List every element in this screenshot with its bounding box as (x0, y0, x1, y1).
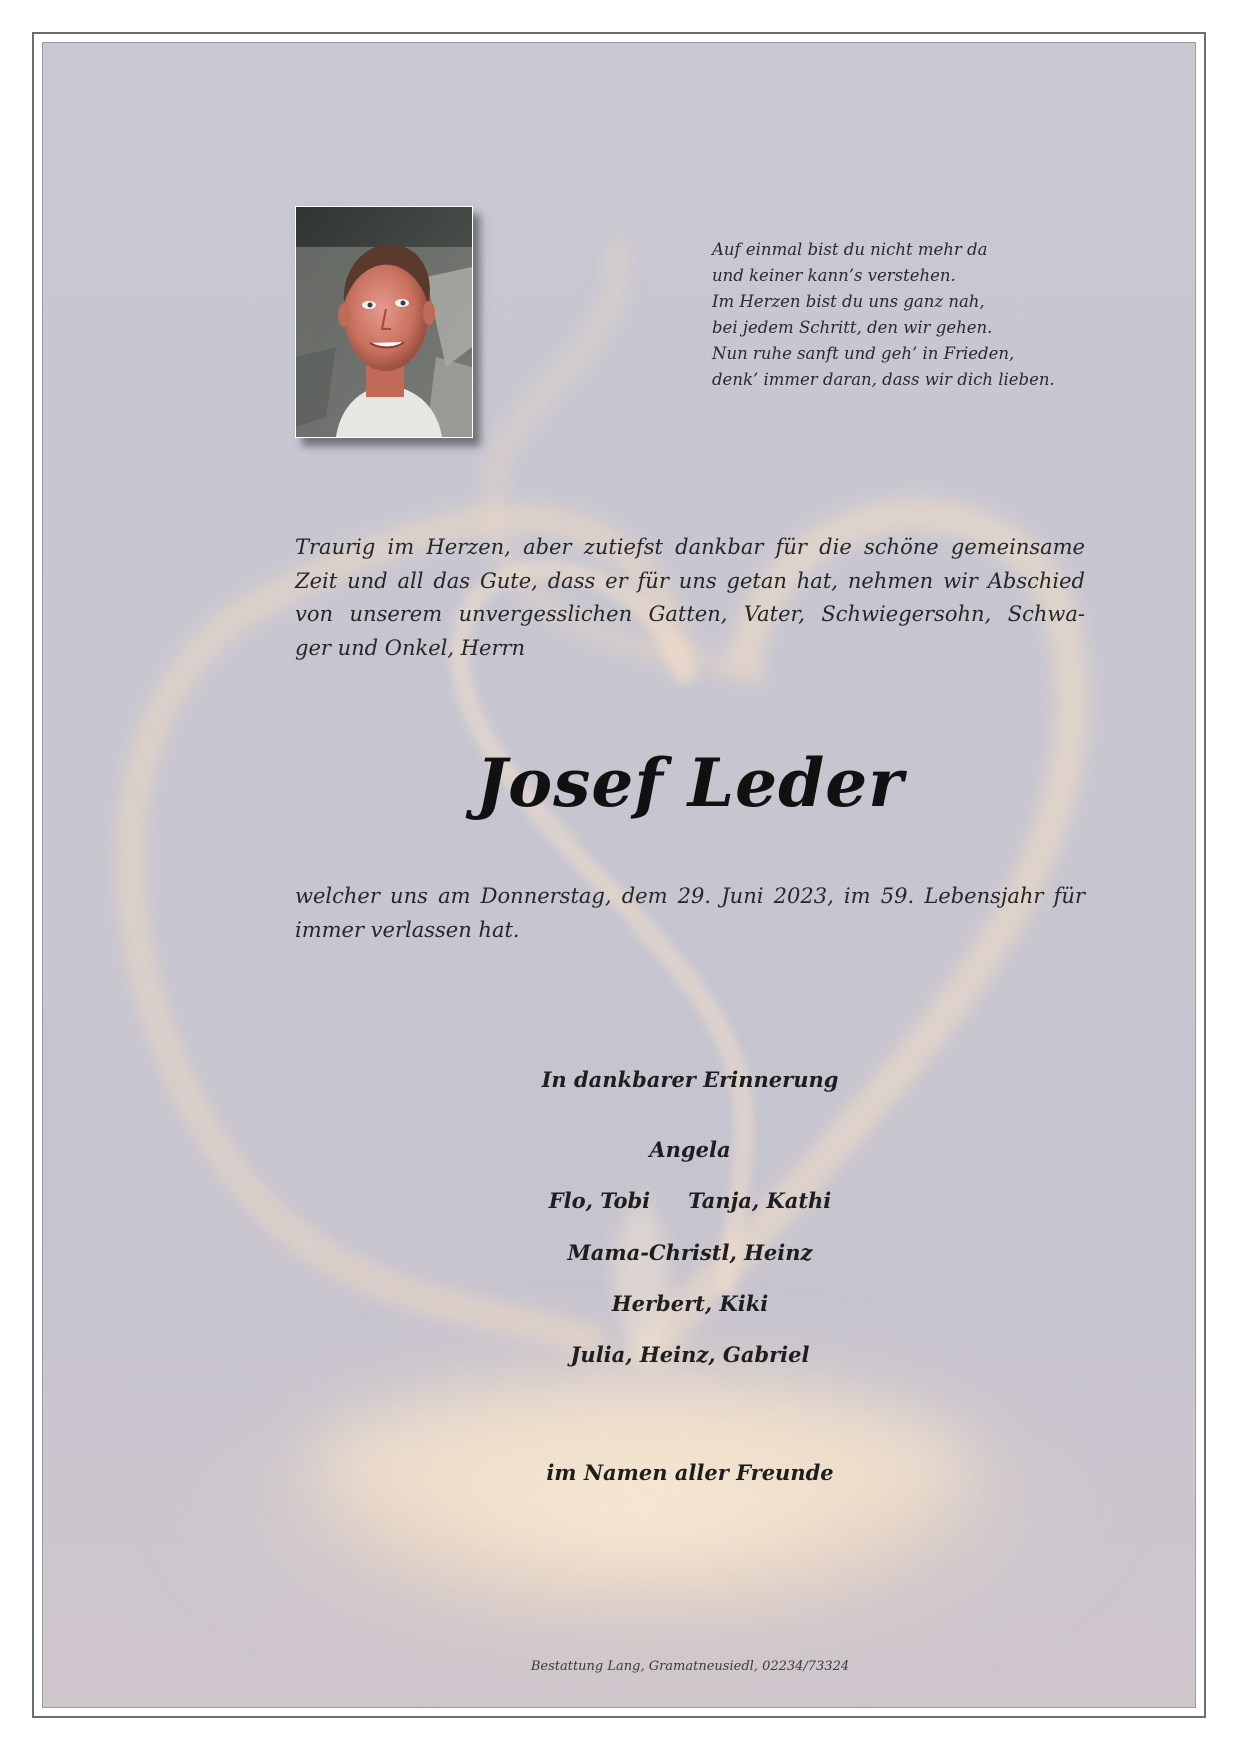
poem-line: denk’ immer daran, dass wir dich lieben. (712, 370, 1055, 389)
obituary-card (42, 42, 1196, 1708)
mourner-row-2-right: Tanja, Kathi (688, 1188, 832, 1213)
deceased-name: Josef Leder (475, 744, 905, 822)
poem-line: Im Herzen bist du uns ganz nah, (712, 292, 985, 311)
poem-line: bei jedem Schritt, den wir gehen. (712, 318, 993, 337)
mourner-row-3: Mama-Christl, Heinz (567, 1240, 813, 1265)
intro-line: von unserem unvergesslichen Gatten, Vater, Schwiegersohn, Schwa- (295, 602, 1085, 626)
mourner-row-1: Angela (649, 1137, 731, 1162)
mourner-row-2 (295, 1188, 1085, 1213)
death-notice (295, 879, 1085, 947)
mourner-row-4: Herbert, Kiki (611, 1291, 769, 1316)
mourners-closing: im Namen aller Freunde (546, 1460, 834, 1485)
poem-line: Nun ruhe sanft und geh’ in Frieden, (712, 344, 1015, 363)
intro-line: Zeit und all das Gute, dass er für uns getan hat, nehmen wir Abschied (295, 568, 1085, 593)
portrait-photo-frame (295, 206, 473, 438)
mourner-row-2-left: Flo, Tobi (548, 1188, 651, 1213)
intro-paragraph (295, 531, 1085, 665)
portrait-photo-icon (296, 207, 472, 437)
intro-line: Traurig im Herzen, aber zutiefst dankbar für die schöne gemeinsame (295, 535, 1085, 559)
poem-line: und keiner kann’s verstehen. (712, 266, 956, 285)
mourners-heading: In dankbarer Erinnerung (541, 1067, 839, 1092)
intro-line: ger und Onkel, Herrn (295, 635, 526, 660)
death-notice-line: immer verlassen hat. (295, 918, 520, 942)
memorial-poem (712, 237, 1132, 393)
mourner-row-5: Julia, Heinz, Gabriel (570, 1342, 810, 1367)
death-notice-line: welcher uns am Donnerstag, dem 29. Juni 2023, im 59. Lebensjahr für (295, 884, 1085, 908)
poem-line: Auf einmal bist du nicht mehr da (712, 240, 988, 259)
funeral-home-footer: Bestattung Lang, Gramatneusiedl, 02234/73324 (530, 1659, 850, 1674)
